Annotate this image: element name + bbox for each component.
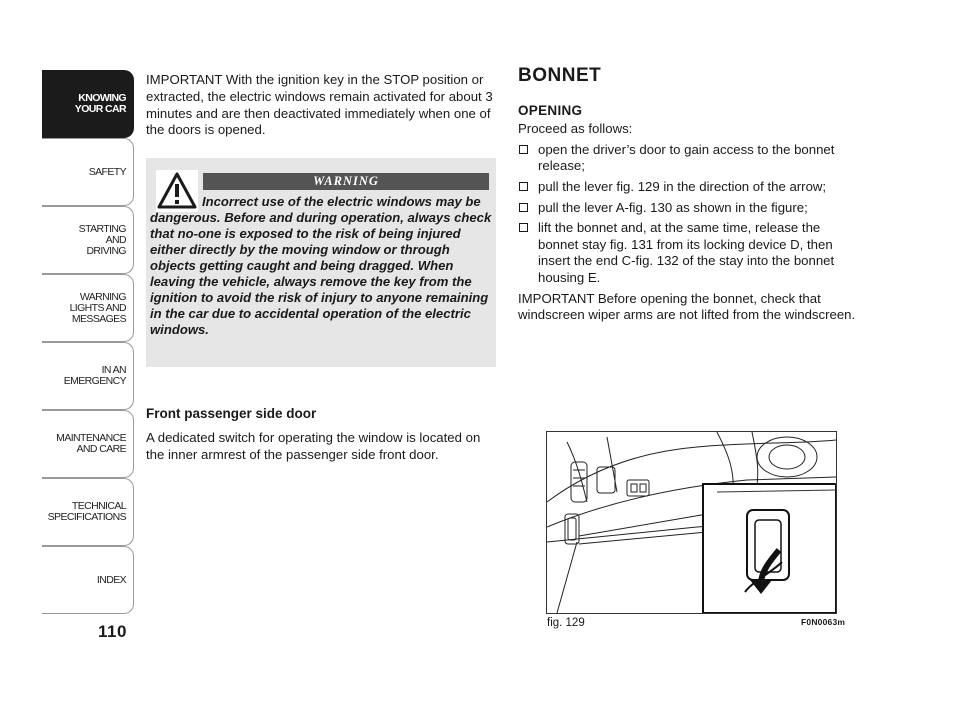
warning-text-body: Incorrect use of the electric windows may be dangerous. Before and during operation, always check that no-one is exposed to the risk of being injured either directly by the moving window or through objects getting caught and being dragged. When leaving the vehicle, always remove the key from the ignition to avoid the risk of injury to anyone remaining in the car due to accidental operation of the electric windows.	[150, 194, 492, 337]
tab-technical-specifications[interactable]: TECHNICAL SPECIFICATIONS	[42, 478, 134, 546]
step-text: pull the lever fig. 129 in the direction of the arrow;	[538, 178, 827, 194]
page-number: 110	[98, 622, 127, 641]
important-note-right: IMPORTANT Before opening the bonnet, check that windscreen wiper arms are not lifted from the windscreen.	[518, 290, 856, 323]
checkbox-bullet-icon	[519, 182, 528, 191]
list-item	[518, 200, 863, 217]
front-passenger-door-text: A dedicated switch for operating the window is located on the inner armrest of the passenger side front door.	[146, 430, 481, 462]
warning-text	[150, 194, 492, 338]
figure-caption: fig. 129	[547, 617, 585, 629]
warning-box	[146, 158, 496, 367]
tab-warning-lights-and-messages[interactable]: WARNING LIGHTS AND MESSAGES	[42, 274, 134, 342]
tab-maintenance-and-care[interactable]: MAINTENANCE AND CARE	[42, 410, 134, 478]
figure-code: F0N0063m	[801, 617, 846, 627]
warning-header: WARNING	[203, 173, 489, 190]
dashboard-illustration	[547, 432, 836, 613]
bonnet-release-figure	[546, 431, 837, 614]
front-passenger-door-heading: Front passenger side door	[146, 406, 317, 421]
tab-safety[interactable]: SAFETY	[42, 138, 134, 206]
important-note-left	[146, 72, 496, 139]
tab-knowing-your-car[interactable]: KNOWING YOUR CAR	[42, 70, 134, 138]
checkbox-bullet-icon	[519, 145, 528, 154]
important-text: IMPORTANT With the ignition key in the STOP position or extracted, the electric windows remain activated for about 3 minutes and are then deactivated immediately when one of the doors is opened.	[146, 72, 493, 138]
list-item	[518, 220, 863, 286]
bonnet-section	[518, 65, 863, 324]
step-text: pull the lever A-fig. 130 as shown in the figure;	[538, 199, 808, 215]
steps-list	[518, 142, 863, 287]
checkbox-bullet-icon	[519, 223, 528, 232]
tab-index[interactable]: INDEX	[42, 546, 134, 614]
step-text: open the driver’s door to gain access to the bonnet release;	[538, 141, 835, 174]
section-title: BONNET	[518, 65, 602, 86]
step-text: lift the bonnet and, at the same time, release the bonnet stay fig. 131 from its locking device D, then insert the end C-fig. 132 of the stay into the bonnet housing E.	[538, 220, 835, 285]
list-item	[518, 142, 863, 175]
tab-starting-and-driving[interactable]: STARTING AND DRIVING	[42, 206, 134, 274]
proceed-text: Proceed as follows:	[518, 121, 633, 137]
opening-heading: OPENING	[518, 102, 583, 118]
list-item	[518, 179, 863, 196]
chapter-tabs	[42, 70, 134, 614]
tab-in-an-emergency[interactable]: IN AN EMERGENCY	[42, 342, 134, 410]
checkbox-bullet-icon	[519, 203, 528, 212]
